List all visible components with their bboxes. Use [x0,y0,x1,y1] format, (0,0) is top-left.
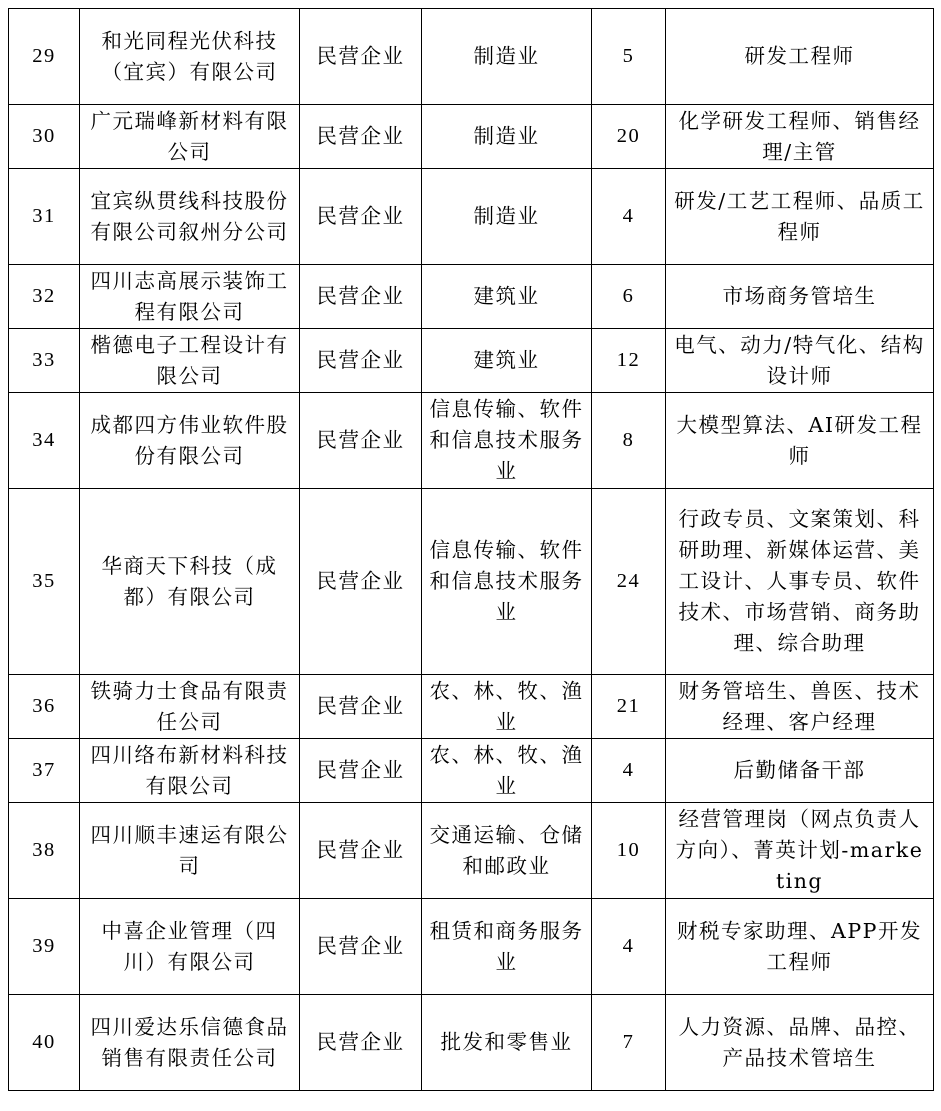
row-number: 33 [9,329,80,393]
row-number: 36 [9,675,80,739]
industry: 建筑业 [422,265,592,329]
row-number: 40 [9,995,80,1091]
table-row [9,739,934,803]
row-number: 31 [9,169,80,265]
industry: 农、林、牧、渔业 [422,739,592,803]
hire-count: 4 [592,739,666,803]
positions: 财务管培生、兽医、技术经理、客户经理 [666,675,934,739]
hire-count: 7 [592,995,666,1091]
company-name: 华商天下科技（成都）有限公司 [80,489,300,675]
company-name: 宜宾纵贯线科技股份有限公司叙州分公司 [80,169,300,265]
enterprise-type: 民营企业 [300,393,422,489]
enterprise-type: 民营企业 [300,169,422,265]
table-row [9,675,934,739]
industry: 制造业 [422,9,592,105]
positions: 人力资源、品牌、品控、产品技术管培生 [666,995,934,1091]
table-row [9,329,934,393]
table-row [9,899,934,995]
row-number: 37 [9,739,80,803]
row-number: 38 [9,803,80,899]
hire-count: 21 [592,675,666,739]
industry: 建筑业 [422,329,592,393]
positions: 化学研发工程师、销售经理/主管 [666,105,934,169]
company-name: 中喜企业管理（四川）有限公司 [80,899,300,995]
positions: 经营管理岗（网点负责人方向）、菁英计划-marketing [666,803,934,899]
industry: 信息传输、软件和信息技术服务业 [422,393,592,489]
hire-count: 4 [592,899,666,995]
industry: 农、林、牧、渔业 [422,675,592,739]
positions: 财税专家助理、APP开发工程师 [666,899,934,995]
table-row [9,265,934,329]
company-name: 成都四方伟业软件股份有限公司 [80,393,300,489]
enterprise-type: 民营企业 [300,995,422,1091]
enterprise-type: 民营企业 [300,265,422,329]
industry: 租赁和商务服务业 [422,899,592,995]
table-row [9,169,934,265]
hire-count: 24 [592,489,666,675]
company-name: 广元瑞峰新材料有限公司 [80,105,300,169]
hire-count: 4 [592,169,666,265]
hire-count: 20 [592,105,666,169]
industry: 信息传输、软件和信息技术服务业 [422,489,592,675]
enterprise-type: 民营企业 [300,105,422,169]
row-number: 29 [9,9,80,105]
company-name: 四川志高展示装饰工程有限公司 [80,265,300,329]
company-name: 和光同程光伏科技（宜宾）有限公司 [80,9,300,105]
hire-count: 5 [592,9,666,105]
hire-count: 8 [592,393,666,489]
industry: 交通运输、仓储和邮政业 [422,803,592,899]
enterprise-type: 民营企业 [300,329,422,393]
company-name: 四川络布新材料科技有限公司 [80,739,300,803]
company-name: 铁骑力士食品有限责任公司 [80,675,300,739]
row-number: 34 [9,393,80,489]
positions: 研发/工艺工程师、品质工程师 [666,169,934,265]
enterprise-type: 民营企业 [300,739,422,803]
hire-count: 10 [592,803,666,899]
positions: 电气、动力/特气化、结构设计师 [666,329,934,393]
industry: 制造业 [422,169,592,265]
enterprise-type: 民营企业 [300,675,422,739]
table-row [9,105,934,169]
row-number: 39 [9,899,80,995]
table-row [9,9,934,105]
hire-count: 12 [592,329,666,393]
enterprise-type: 民营企业 [300,489,422,675]
enterprise-type: 民营企业 [300,9,422,105]
enterprise-type: 民营企业 [300,899,422,995]
row-number: 35 [9,489,80,675]
industry: 批发和零售业 [422,995,592,1091]
company-name: 四川爱达乐信德食品销售有限责任公司 [80,995,300,1091]
positions: 研发工程师 [666,9,934,105]
table-row [9,393,934,489]
company-name: 楷德电子工程设计有限公司 [80,329,300,393]
table-row [9,995,934,1091]
enterprise-job-table [8,8,934,1091]
table-row [9,803,934,899]
row-number: 30 [9,105,80,169]
enterprise-type: 民营企业 [300,803,422,899]
positions: 后勤储备干部 [666,739,934,803]
row-number: 32 [9,265,80,329]
positions: 大模型算法、AI研发工程师 [666,393,934,489]
positions: 市场商务管培生 [666,265,934,329]
company-name: 四川顺丰速运有限公司 [80,803,300,899]
table-row [9,489,934,675]
industry: 制造业 [422,105,592,169]
positions: 行政专员、文案策划、科研助理、新媒体运营、美工设计、人事专员、软件技术、市场营销、商务助理、综合助理 [666,489,934,675]
hire-count: 6 [592,265,666,329]
